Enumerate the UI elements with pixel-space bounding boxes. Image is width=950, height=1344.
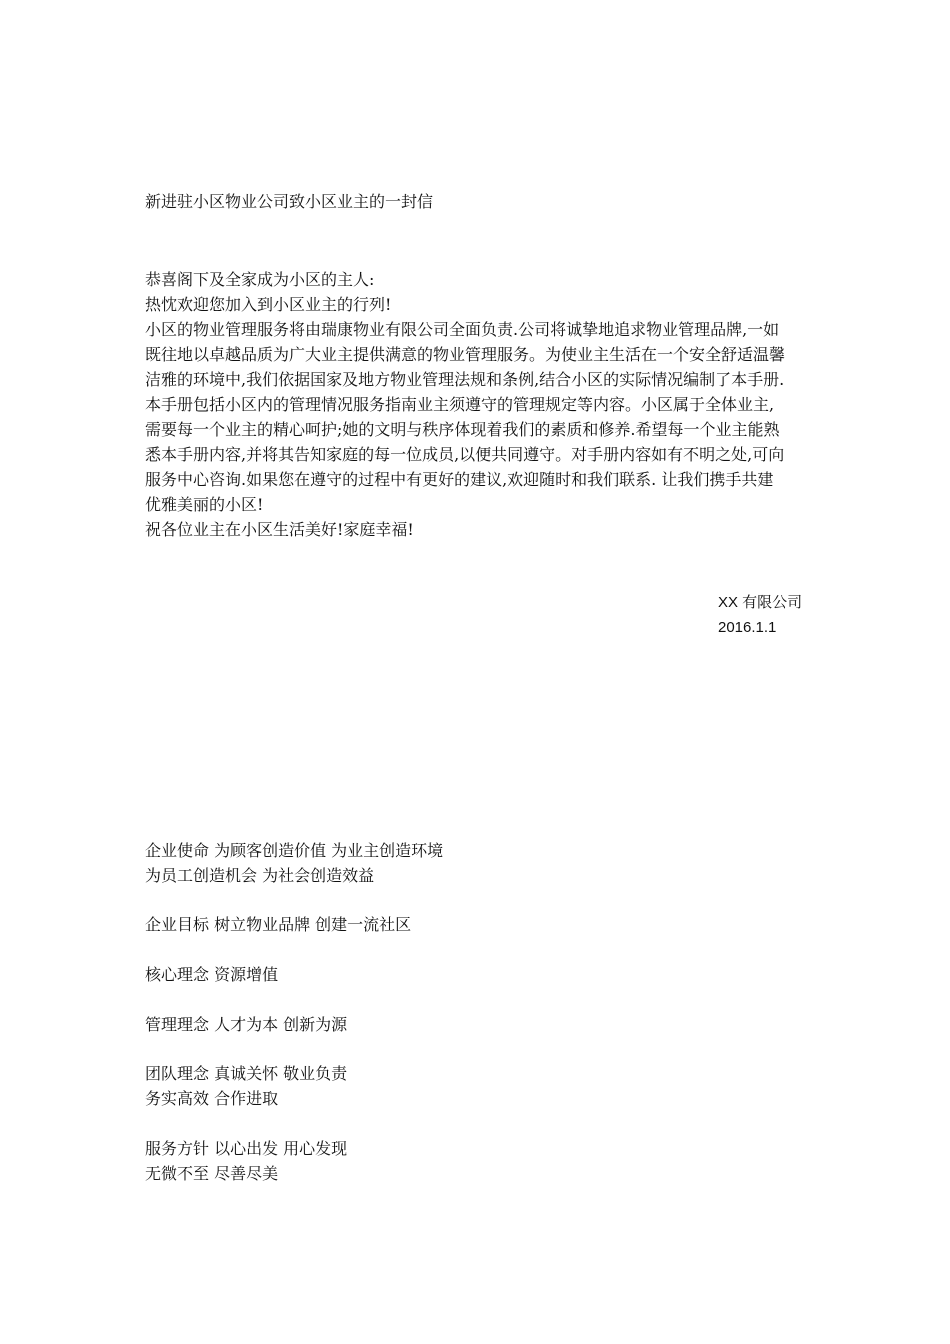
letter-body-line: 需要每一个业主的精心呵护;她的文明与秩序体现着我们的素质和修养.希望每一个业主能熟	[145, 420, 780, 439]
letter-title: 新进驻小区物业公司致小区业主的一封信	[145, 192, 434, 211]
core-line: 核心理念 资源增值	[145, 965, 279, 984]
letter-greeting: 恭喜阁下及全家成为小区的主人:	[145, 270, 375, 289]
signature-company: XX 有限公司	[718, 594, 803, 611]
mission-line-2: 为员工创造机会 为社会创造效益	[145, 866, 375, 885]
letter-welcome: 热忱欢迎您加入到小区业主的行列!	[145, 295, 392, 314]
mission-line-1: 企业使命 为顾客创造价值 为业主创造环境	[145, 841, 444, 860]
letter-body-line: 服务中心咨询.如果您在遵守的过程中有更好的建议,欢迎随时和我们联系. 让我们携手共建	[145, 470, 774, 489]
team-line-1: 团队理念 真诚关怀 敬业负责	[145, 1064, 348, 1083]
service-line-2: 无微不至 尽善尽美	[145, 1164, 279, 1183]
goal-line: 企业目标 树立物业品牌 创建一流社区	[145, 915, 412, 934]
letter-body-line: 既往地以卓越品质为广大业主提供满意的物业管理服务。为使业主生活在一个安全舒适温馨	[145, 345, 786, 364]
letter-body-line: 优雅美丽的小区!	[145, 495, 264, 514]
signature-date: 2016.1.1	[718, 619, 777, 636]
letter-body-line: 本手册包括小区内的管理情况服务指南业主须遵守的管理规定等内容。小区属于全体业主,	[145, 395, 775, 414]
management-line: 管理理念 人才为本 创新为源	[145, 1015, 348, 1034]
letter-body-line: 洁雅的环境中,我们依据国家及地方物业管理法规和条例,结合小区的实际情况编制了本手册.	[145, 370, 785, 389]
letter-body-line: 小区的物业管理服务将由瑞康物业有限公司全面负责.公司将诚挚地追求物业管理品牌,一如	[145, 320, 780, 339]
team-line-2: 务实高效 合作进取	[145, 1089, 279, 1108]
service-line-1: 服务方针 以心出发 用心发现	[145, 1139, 348, 1158]
letter-body-line: 悉本手册内容,并将其告知家庭的每一位成员,以便共同遵守。对手册内容如有不明之处,可向	[145, 445, 785, 464]
letter-closing: 祝各位业主在小区生活美好!家庭幸福!	[145, 520, 414, 539]
